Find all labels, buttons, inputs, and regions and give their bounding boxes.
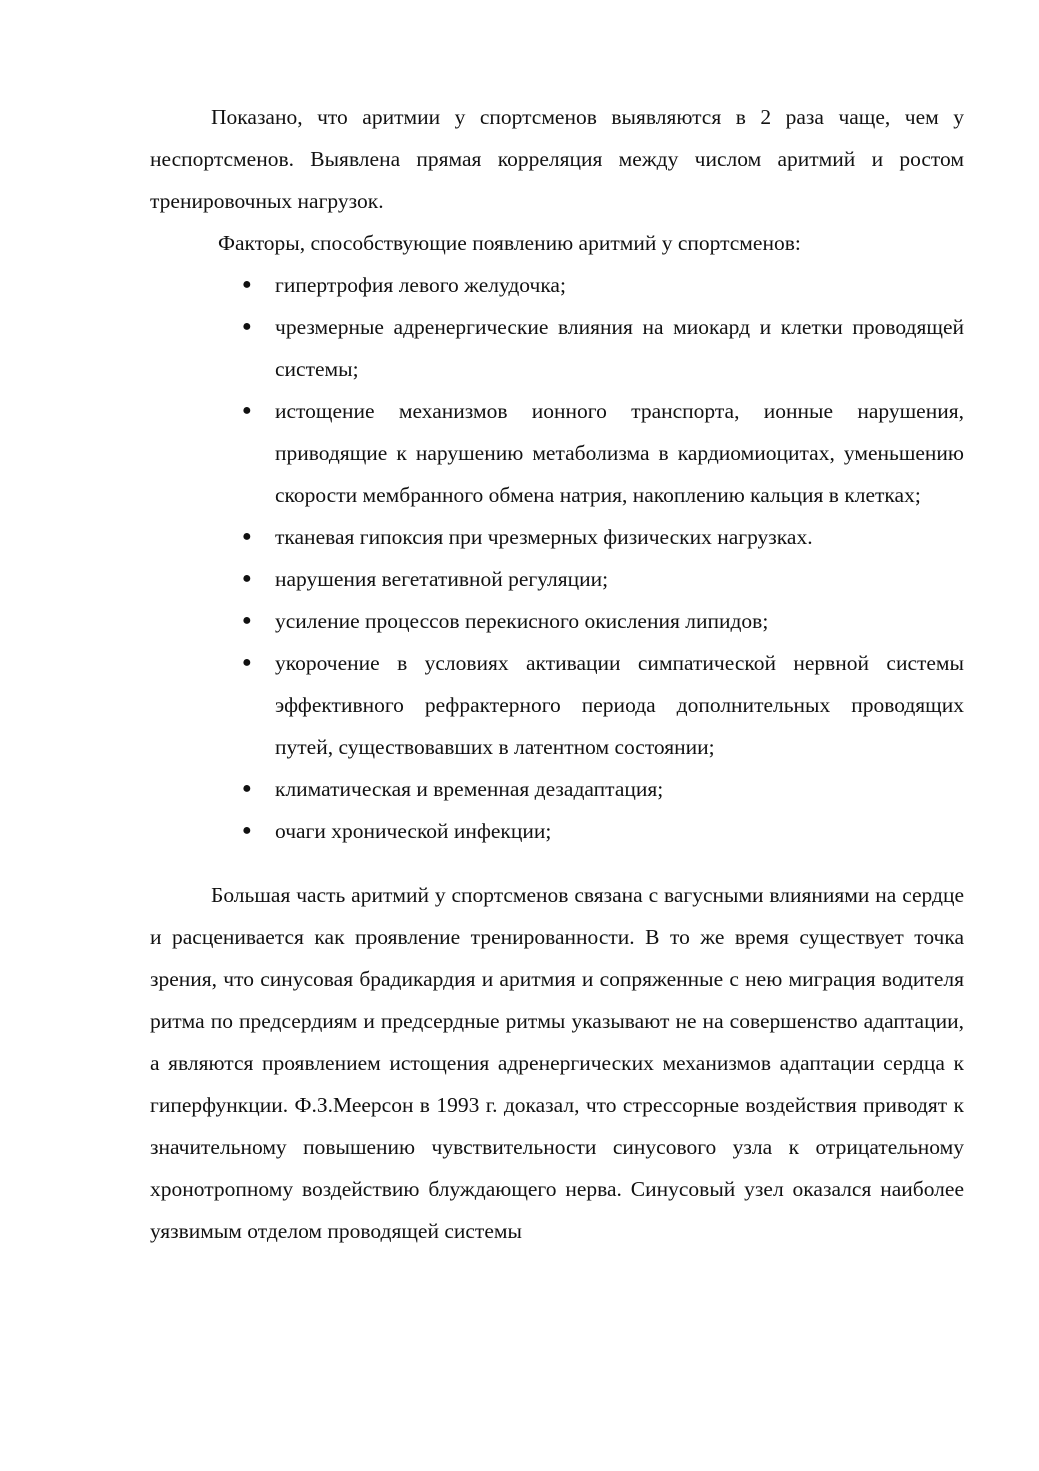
- list-item: [242, 810, 964, 852]
- list-item-text: усиление процессов перекисного окисления липидов;: [275, 609, 769, 633]
- document-body: [150, 96, 964, 1252]
- paragraph-arrhythmia-frequency: Показано, что аритмии у спортсменов выявляются в 2 раза чаще, чем у неспортсменов. Выявлена прямая корреляция между числом аритмий и ростом тренировочных нагрузок.: [150, 105, 964, 213]
- list-item-text: тканевая гипоксия при чрезмерных физических нагрузках.: [275, 525, 813, 549]
- list-item-text: очаги хронической инфекции;: [275, 819, 552, 843]
- bullet-icon: ●: [242, 612, 252, 629]
- list-item-text: истощение механизмов ионного транспорта, ионные нарушения, приводящие к нарушению метаболизма в кардиомиоцитах, уменьшению скорости мембранного обмена натрия, накоплению кальция в клетках;: [275, 399, 964, 507]
- bullet-icon: ●: [242, 276, 252, 293]
- list-item-text: гипертрофия левого желудочка;: [275, 273, 566, 297]
- bullet-icon: ●: [242, 780, 252, 797]
- bullet-icon: ●: [242, 528, 252, 545]
- bullet-icon: ●: [242, 654, 252, 671]
- bullet-icon: ●: [242, 822, 252, 839]
- bullet-icon: ●: [242, 318, 252, 335]
- list-item-text: климатическая и временная дезадаптация;: [275, 777, 664, 801]
- list-item: [242, 642, 964, 768]
- factors-intro: Факторы, способствующие появлению аритмий у спортсменов:: [218, 231, 801, 255]
- list-item-text: укорочение в условиях активации симпатической нервной системы эффективного рефрактерного периода дополнительных проводящих путей, существовавших в латентном состоянии;: [275, 651, 964, 759]
- list-item: [242, 306, 964, 390]
- list-item: [242, 264, 964, 306]
- list-item: [242, 558, 964, 600]
- factors-list: [150, 264, 964, 852]
- list-item-text: чрезмерные адренергические влияния на миокард и клетки проводящей системы;: [275, 315, 964, 381]
- list-item: [242, 516, 964, 558]
- bullet-icon: ●: [242, 570, 252, 587]
- list-item: [242, 600, 964, 642]
- list-item: [242, 390, 964, 516]
- paragraph-vagal-influence: Большая часть аритмий у спортсменов связана с вагусными влияниями на сердце и расценивается как проявление тренированности. В то же время существует точка зрения, что синусовая брадикардия и аритмия и сопряженные с нею миграция водителя ритма по предсердиям и предсердные ритмы указывают не на совершенство адаптации, а являются проявлением истощения адренергических механизмов адаптации сердца к гиперфункции. Ф.З.Меерсон в 1993 г. доказал, что стрессорные воздействия приводят к значительному повышению чувствительности синусового узла к отрицательному хронотропному воздействию блуждающего нерва. Синусовый узел оказался наиболее уязвимым отделом проводящей системы: [150, 883, 964, 1243]
- list-item-text: нарушения вегетативной регуляции;: [275, 567, 609, 591]
- bullet-icon: ●: [242, 402, 252, 419]
- paragraph-spacer: [150, 852, 964, 874]
- list-item: [242, 768, 964, 810]
